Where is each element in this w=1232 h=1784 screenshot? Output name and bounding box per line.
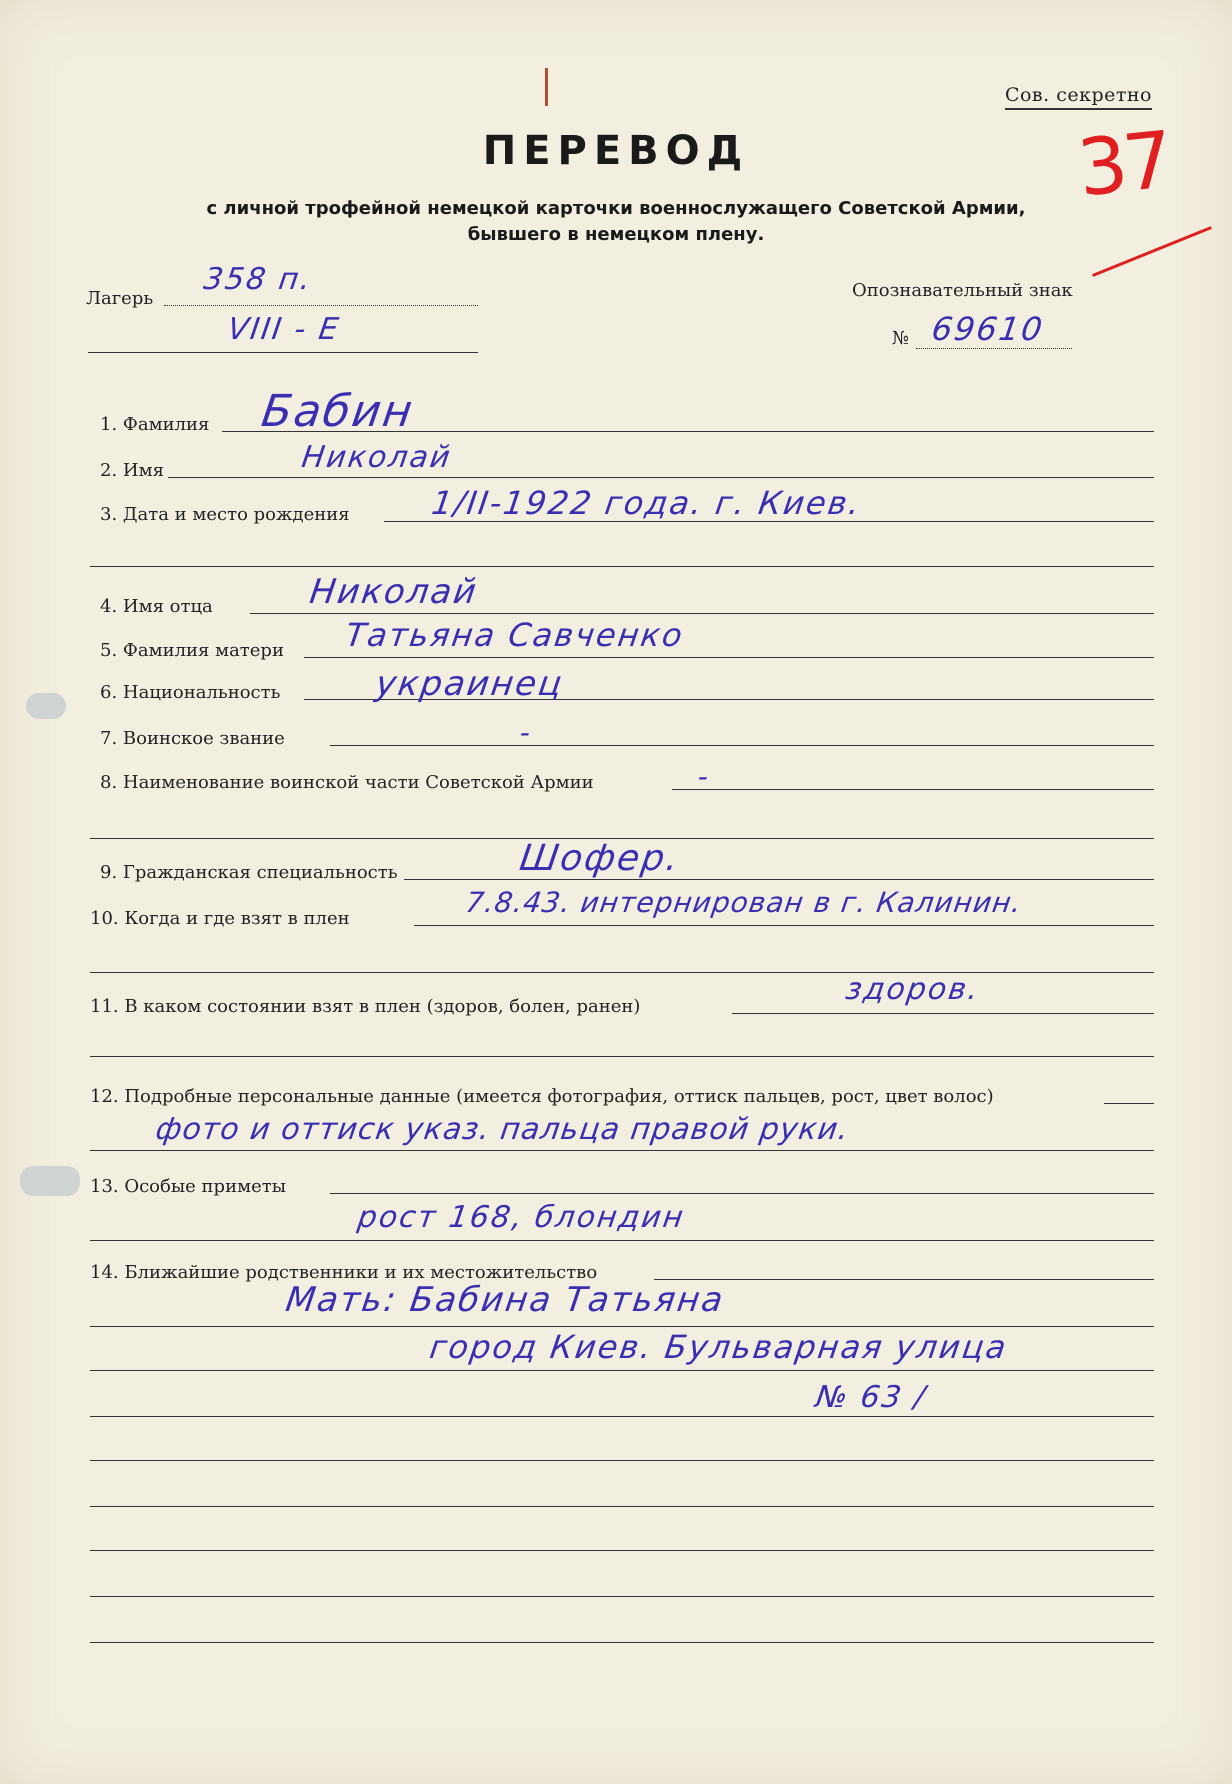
relatives-line-5 bbox=[90, 1506, 1154, 1507]
field-10-line-extra bbox=[90, 972, 1154, 973]
field-2-label: 2. Имя bbox=[100, 460, 164, 481]
field-4-line bbox=[250, 613, 1154, 614]
field-12-label: 12. Подробные персональные данные (имеется фотография, оттиск пальцев, рост, цвет волос) bbox=[90, 1086, 994, 1107]
id-tag-value: 69610 bbox=[929, 310, 1047, 348]
punch-hole-upper bbox=[26, 693, 66, 719]
field-14-label: 14. Ближайшие родственники и их местожительство bbox=[90, 1262, 598, 1283]
camp-value-1: 358 п. bbox=[201, 262, 315, 297]
field-3-line-extra bbox=[90, 566, 1154, 567]
subtitle-line-1: с личной трофейной немецкой карточки военнослужащего Советской Армии, bbox=[206, 198, 1026, 219]
field-8-label: 8. Наименование воинской части Советской Армии bbox=[100, 772, 594, 793]
field-8-line bbox=[672, 789, 1154, 790]
id-tag-label: Опознавательный знак bbox=[852, 280, 1073, 301]
field-13-line bbox=[330, 1193, 1154, 1194]
relatives-line-8 bbox=[90, 1642, 1154, 1643]
field-14-line bbox=[654, 1279, 1154, 1280]
field-3-label: 3. Дата и место рождения bbox=[100, 504, 350, 525]
field-7-line bbox=[330, 745, 1154, 746]
field-13-label: 13. Особые приметы bbox=[90, 1176, 287, 1197]
field-13-line-extra bbox=[90, 1240, 1154, 1241]
field-4-value: Николай bbox=[307, 572, 481, 612]
relatives-line-6 bbox=[90, 1550, 1154, 1551]
field-11-line bbox=[732, 1013, 1154, 1014]
field-12-line bbox=[1104, 1103, 1154, 1104]
field-6-value: украинец bbox=[373, 664, 567, 704]
field-12-value: фото и оттиск указ. пальца правой руки. bbox=[153, 1112, 852, 1147]
field-11-label: 11. В каком состоянии взят в плен (здоров, болен, ранен) bbox=[90, 996, 641, 1017]
camp-label: Лагерь bbox=[86, 288, 154, 309]
relatives-line-2 bbox=[90, 1370, 1154, 1371]
field-13-value: рост 168, блондин bbox=[355, 1200, 688, 1235]
field-6-label: 6. Национальность bbox=[100, 682, 281, 703]
field-10-line bbox=[414, 925, 1154, 926]
camp-line-2 bbox=[88, 352, 478, 353]
field-9-label: 9. Гражданская специальность bbox=[100, 862, 398, 883]
document-subtitle bbox=[0, 196, 1232, 248]
field-12-line-extra bbox=[90, 1150, 1154, 1151]
field-7-value: - bbox=[517, 716, 535, 749]
field-10-label: 10. Когда и где взят в плен bbox=[90, 908, 350, 929]
field-5-label: 5. Фамилия матери bbox=[100, 640, 284, 661]
relatives-value-2: город Киев. Бульварная улица bbox=[427, 1328, 1011, 1366]
relatives-line-1 bbox=[90, 1326, 1154, 1327]
relatives-value-1: Мать: Бабина Татьяна bbox=[283, 1280, 728, 1320]
relatives-line-4 bbox=[90, 1460, 1154, 1461]
document-title: ПЕРЕВОД bbox=[482, 128, 750, 174]
classification-stamp: Сов. секретно bbox=[1005, 84, 1152, 110]
field-1-label: 1. Фамилия bbox=[100, 414, 210, 435]
field-9-line bbox=[404, 879, 1154, 880]
id-tag-line bbox=[916, 348, 1072, 349]
field-3-value: 1/II-1922 года. г. Киев. bbox=[429, 484, 864, 522]
camp-line-1 bbox=[164, 305, 478, 306]
field-5-value: Татьяна Савченко bbox=[343, 616, 687, 654]
field-8-value: - bbox=[695, 760, 713, 793]
camp-value-2: VIII - E bbox=[225, 312, 343, 347]
id-tag-number-prefix: № bbox=[892, 328, 910, 349]
field-7-label: 7. Воинское звание bbox=[100, 728, 285, 749]
red-handwritten-number: 37 bbox=[1073, 115, 1174, 215]
field-11-line-extra bbox=[90, 1056, 1154, 1057]
field-1-value: Бабин bbox=[258, 386, 418, 437]
field-4-label: 4. Имя отца bbox=[100, 596, 213, 617]
subtitle-line-2: бывшего в немецком плену. bbox=[467, 224, 765, 245]
field-9-value: Шофер. bbox=[517, 838, 683, 879]
field-2-line bbox=[168, 477, 1154, 478]
field-5-line bbox=[304, 657, 1154, 658]
relatives-line-3 bbox=[90, 1416, 1154, 1417]
punch-hole-lower bbox=[20, 1166, 80, 1196]
field-2-value: Николай bbox=[299, 440, 455, 475]
relatives-line-7 bbox=[90, 1596, 1154, 1597]
field-11-value: здоров. bbox=[843, 972, 983, 1007]
pen-tick-mark bbox=[545, 68, 548, 106]
relatives-value-3: № 63 / bbox=[813, 1380, 930, 1415]
field-10-value: 7.8.43. интернирован в г. Калинин. bbox=[463, 886, 1025, 919]
